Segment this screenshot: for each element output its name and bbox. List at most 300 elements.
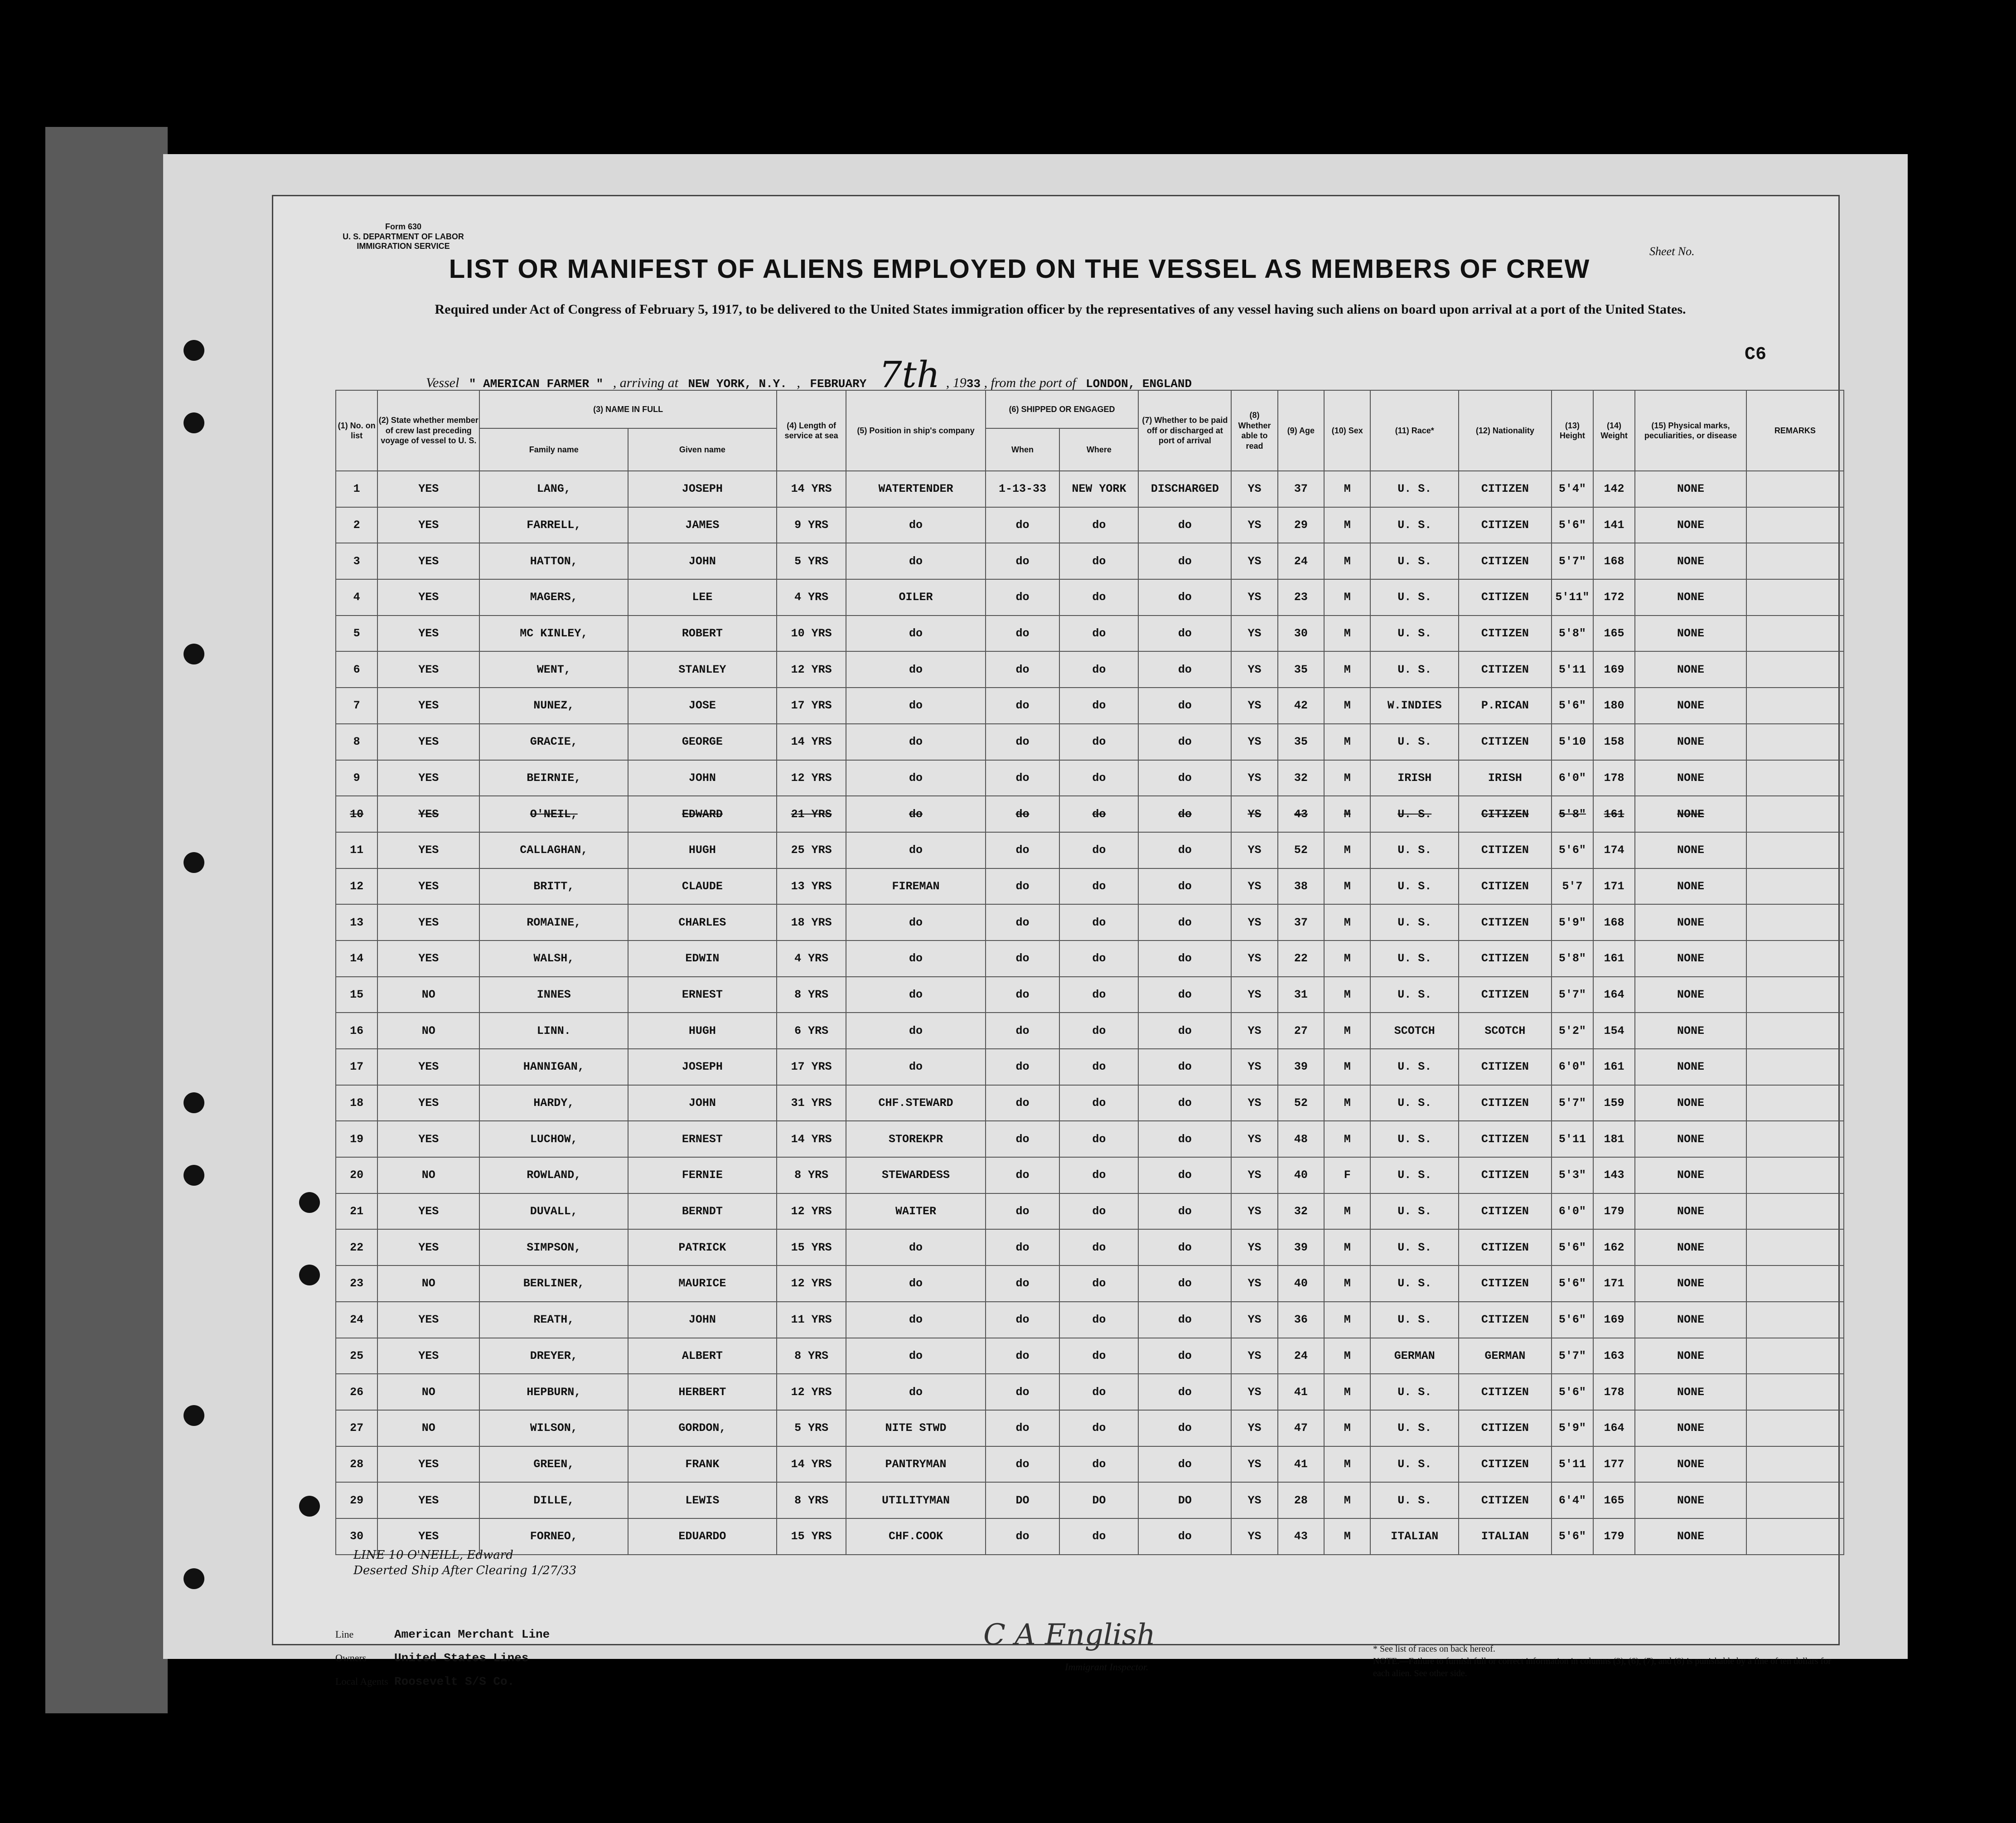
col-previous-voyage-header: (2) State whether member of crew last preceding voyage of vessel to U. S. (377, 390, 479, 471)
age-cell: 37 (1278, 471, 1324, 507)
nationality-cell: CITIZEN (1459, 1049, 1552, 1085)
document-subtitle: Required under Act of Congress of February 5, 1917, to be delivered to the United States immigration officer by the representatives of any vessel having such aliens on board upon arrival at a port of the United States. (435, 302, 1686, 317)
sex-cell: M (1324, 616, 1370, 652)
shipped-where-cell: do (1059, 796, 1138, 832)
sex-cell: M (1324, 1338, 1370, 1374)
service-length-cell: 4 YRS (777, 941, 846, 977)
age-cell: 35 (1278, 724, 1324, 760)
table-row (336, 1302, 1844, 1338)
service-length-cell: 12 YRS (777, 651, 846, 688)
shipped-when-cell: 1-13-33 (986, 471, 1060, 507)
physical-marks-cell: NONE (1635, 760, 1746, 796)
service-length-cell: 14 YRS (777, 471, 846, 507)
row-number-cell: 11 (336, 832, 377, 868)
row-number-cell: 19 (336, 1121, 377, 1157)
age-cell: 37 (1278, 904, 1324, 941)
nationality-cell: CITIZEN (1459, 507, 1552, 543)
sex-cell: M (1324, 507, 1370, 543)
sheet-code: C6 (1745, 344, 1767, 365)
service-length-cell: 21 YRS (777, 796, 846, 832)
family-name-cell: ROWLAND, (479, 1157, 628, 1193)
line-label: Line (335, 1629, 354, 1640)
physical-marks-cell: NONE (1635, 616, 1746, 652)
shipped-when-cell: do (986, 1085, 1060, 1121)
sex-cell: M (1324, 796, 1370, 832)
height-cell: 5'7" (1552, 977, 1593, 1013)
able-to-read-cell: YS (1231, 1157, 1277, 1193)
table-row (336, 1157, 1844, 1193)
age-cell: 48 (1278, 1121, 1324, 1157)
crew-manifest-table (335, 390, 1844, 1555)
able-to-read-cell: YS (1231, 507, 1277, 543)
shipped-where-cell: do (1059, 832, 1138, 868)
given-name-cell: ROBERT (628, 616, 777, 652)
race-cell: U. S. (1370, 507, 1459, 543)
service-length-cell: 15 YRS (777, 1229, 846, 1265)
family-name-cell: WENT, (479, 651, 628, 688)
agents-row (335, 1670, 550, 1693)
age-cell: 43 (1278, 1518, 1324, 1555)
age-cell: 52 (1278, 832, 1324, 868)
remarks-cell (1746, 1193, 1844, 1230)
arrival-day: 7th (879, 354, 940, 396)
nationality-cell: CITIZEN (1459, 651, 1552, 688)
able-to-read-cell: YS (1231, 1193, 1277, 1230)
nationality-cell: CITIZEN (1459, 904, 1552, 941)
physical-marks-cell: NONE (1635, 941, 1746, 977)
discharge-cell: do (1138, 1193, 1231, 1230)
shipped-where-cell: do (1059, 868, 1138, 905)
position-cell: do (846, 941, 985, 977)
previous-voyage-cell: YES (377, 1302, 479, 1338)
nationality-cell: CITIZEN (1459, 832, 1552, 868)
col-nationality-header: (12) Nationality (1459, 390, 1552, 471)
physical-marks-cell: NONE (1635, 1121, 1746, 1157)
weight-cell: 141 (1593, 507, 1635, 543)
sex-cell: M (1324, 651, 1370, 688)
given-name-cell: JOHN (628, 760, 777, 796)
discharge-cell: do (1138, 1302, 1231, 1338)
remarks-cell (1746, 543, 1844, 579)
height-cell: 5'6" (1552, 1229, 1593, 1265)
shipped-where-cell: do (1059, 1193, 1138, 1230)
family-name-cell: BERLINER, (479, 1265, 628, 1302)
position-cell: OILER (846, 579, 985, 616)
shipped-where-cell: do (1059, 1049, 1138, 1085)
physical-marks-cell: NONE (1635, 977, 1746, 1013)
col-name-header: (3) NAME IN FULL (479, 390, 776, 428)
service-length-cell: 8 YRS (777, 1338, 846, 1374)
position-cell: STEWARDESS (846, 1157, 985, 1193)
previous-voyage-cell: YES (377, 579, 479, 616)
previous-voyage-cell: YES (377, 1338, 479, 1374)
nationality-cell: CITIZEN (1459, 1446, 1552, 1483)
remarks-cell (1746, 579, 1844, 616)
shipped-where-cell: do (1059, 1121, 1138, 1157)
previous-voyage-cell: YES (377, 1121, 479, 1157)
family-name-cell: NUNEZ, (479, 688, 628, 724)
physical-marks-cell: NONE (1635, 1482, 1746, 1518)
able-to-read-cell: YS (1231, 471, 1277, 507)
shipped-when-cell: do (986, 688, 1060, 724)
position-cell: UTILITYMAN (846, 1482, 985, 1518)
note-line-2: Deserted Ship After Clearing 1/27/33 (353, 1563, 577, 1577)
previous-voyage-cell: YES (377, 507, 479, 543)
inspector-label: Immigrant Inspector. (1065, 1661, 1149, 1673)
col-discharge-header: (7) Whether to be paid off or discharged at port of arrival (1138, 390, 1231, 471)
physical-marks-cell: NONE (1635, 579, 1746, 616)
physical-marks-cell: NONE (1635, 1518, 1746, 1555)
shipped-where-cell: do (1059, 1265, 1138, 1302)
physical-marks-cell: NONE (1635, 688, 1746, 724)
race-cell: U. S. (1370, 543, 1459, 579)
race-cell: U. S. (1370, 977, 1459, 1013)
position-cell: do (846, 1013, 985, 1049)
previous-voyage-cell: YES (377, 796, 479, 832)
punch-hole (184, 412, 204, 433)
discharge-cell: do (1138, 543, 1231, 579)
weight-cell: 161 (1593, 941, 1635, 977)
service-length-cell: 5 YRS (777, 543, 846, 579)
row-number-cell: 28 (336, 1446, 377, 1483)
previous-voyage-cell: YES (377, 724, 479, 760)
row-number-cell: 27 (336, 1410, 377, 1446)
row-number-cell: 9 (336, 760, 377, 796)
nationality-cell: CITIZEN (1459, 796, 1552, 832)
age-cell: 52 (1278, 1085, 1324, 1121)
height-cell: 5'6" (1552, 688, 1593, 724)
table-row (336, 579, 1844, 616)
position-cell: do (846, 724, 985, 760)
shipped-when-cell: do (986, 760, 1060, 796)
discharge-cell: do (1138, 1085, 1231, 1121)
race-cell: U. S. (1370, 1374, 1459, 1410)
family-name-cell: CALLAGHAN, (479, 832, 628, 868)
age-cell: 41 (1278, 1374, 1324, 1410)
given-name-cell: EDUARDO (628, 1518, 777, 1555)
position-cell: do (846, 904, 985, 941)
position-cell: WATERTENDER (846, 471, 985, 507)
shipped-when-cell: do (986, 977, 1060, 1013)
row-number-cell: 15 (336, 977, 377, 1013)
shipped-when-cell: do (986, 1338, 1060, 1374)
shipped-when-cell: do (986, 1446, 1060, 1483)
remarks-cell (1746, 1049, 1844, 1085)
table-row (336, 543, 1844, 579)
nationality-cell: CITIZEN (1459, 1482, 1552, 1518)
shipped-where-cell: do (1059, 904, 1138, 941)
discharge-cell: do (1138, 832, 1231, 868)
service-length-cell: 11 YRS (777, 1302, 846, 1338)
physical-marks-cell: NONE (1635, 507, 1746, 543)
able-to-read-cell: YS (1231, 579, 1277, 616)
service-length-cell: 14 YRS (777, 1121, 846, 1157)
shipped-where-cell: do (1059, 1446, 1138, 1483)
shipped-where-cell: do (1059, 1085, 1138, 1121)
service-length-cell: 17 YRS (777, 1049, 846, 1085)
previous-voyage-cell: YES (377, 868, 479, 905)
age-cell: 43 (1278, 796, 1324, 832)
height-cell: 5'3" (1552, 1157, 1593, 1193)
position-cell: CHF.STEWARD (846, 1085, 985, 1121)
shipped-where-cell: DO (1059, 1482, 1138, 1518)
col-family-name-header: Family name (479, 428, 628, 471)
service-length-cell: 15 YRS (777, 1518, 846, 1555)
service-length-cell: 8 YRS (777, 1157, 846, 1193)
weight-cell: 181 (1593, 1121, 1635, 1157)
service-length-cell: 12 YRS (777, 1193, 846, 1230)
row-number-cell: 29 (336, 1482, 377, 1518)
weight-cell: 143 (1593, 1157, 1635, 1193)
weight-cell: 164 (1593, 1410, 1635, 1446)
col-given-name-header: Given name (628, 428, 777, 471)
row-number-cell: 20 (336, 1157, 377, 1193)
discharge-cell: do (1138, 796, 1231, 832)
vessel-label: Vessel (426, 375, 459, 390)
shipped-when-cell: do (986, 1374, 1060, 1410)
height-cell: 5'8" (1552, 616, 1593, 652)
col-age-header: (9) Age (1278, 390, 1324, 471)
table-row (336, 941, 1844, 977)
row-number-cell: 8 (336, 724, 377, 760)
shipped-when-cell: do (986, 832, 1060, 868)
height-cell: 5'9" (1552, 904, 1593, 941)
able-to-read-cell: YS (1231, 1446, 1277, 1483)
height-cell: 5'7" (1552, 543, 1593, 579)
service-length-cell: 14 YRS (777, 724, 846, 760)
age-cell: 32 (1278, 760, 1324, 796)
shipped-when-cell: DO (986, 1482, 1060, 1518)
row-number-cell: 26 (336, 1374, 377, 1410)
age-cell: 31 (1278, 977, 1324, 1013)
weight-cell: 172 (1593, 579, 1635, 616)
given-name-cell: JOHN (628, 1085, 777, 1121)
previous-voyage-cell: NO (377, 977, 479, 1013)
previous-voyage-cell: YES (377, 471, 479, 507)
previous-voyage-cell: YES (377, 616, 479, 652)
shipped-where-cell: do (1059, 1338, 1138, 1374)
age-cell: 36 (1278, 1302, 1324, 1338)
previous-voyage-cell: YES (377, 1193, 479, 1230)
row-number-cell: 13 (336, 904, 377, 941)
table-row (336, 651, 1844, 688)
physical-marks-cell: NONE (1635, 832, 1746, 868)
weight-cell: 174 (1593, 832, 1635, 868)
nationality-cell: CITIZEN (1459, 941, 1552, 977)
previous-voyage-cell: YES (377, 1482, 479, 1518)
previous-voyage-cell: YES (377, 832, 479, 868)
able-to-read-cell: YS (1231, 760, 1277, 796)
shipped-where-cell: do (1059, 941, 1138, 977)
weight-cell: 178 (1593, 760, 1635, 796)
position-cell: do (846, 832, 985, 868)
family-name-cell: HATTON, (479, 543, 628, 579)
row-number-cell: 4 (336, 579, 377, 616)
shipped-when-cell: do (986, 651, 1060, 688)
shipped-when-cell: do (986, 724, 1060, 760)
physical-marks-cell: NONE (1635, 1229, 1746, 1265)
family-name-cell: SIMPSON, (479, 1229, 628, 1265)
race-cell: U. S. (1370, 724, 1459, 760)
height-cell: 5'7" (1552, 1085, 1593, 1121)
age-cell: 42 (1278, 688, 1324, 724)
family-name-cell: REATH, (479, 1302, 628, 1338)
nationality-cell: CITIZEN (1459, 1157, 1552, 1193)
service-length-cell: 4 YRS (777, 579, 846, 616)
given-name-cell: JOSEPH (628, 1049, 777, 1085)
table-row (336, 1085, 1844, 1121)
agents-label: Local Agents (335, 1676, 388, 1687)
able-to-read-cell: YS (1231, 724, 1277, 760)
weight-cell: 180 (1593, 688, 1635, 724)
race-cell: ITALIAN (1370, 1518, 1459, 1555)
race-cell: U. S. (1370, 832, 1459, 868)
remarks-cell (1746, 1482, 1844, 1518)
row-number-cell: 21 (336, 1193, 377, 1230)
position-cell: do (846, 1338, 985, 1374)
given-name-cell: HUGH (628, 832, 777, 868)
discharge-cell: do (1138, 1410, 1231, 1446)
family-name-cell: LANG, (479, 471, 628, 507)
nationality-cell: CITIZEN (1459, 1229, 1552, 1265)
line-value: American Merchant Line (394, 1628, 550, 1641)
service-length-cell: 12 YRS (777, 1265, 846, 1302)
shipped-when-cell: do (986, 579, 1060, 616)
family-name-cell: HEPBURN, (479, 1374, 628, 1410)
table-row (336, 1229, 1844, 1265)
position-cell: WAITER (846, 1193, 985, 1230)
weight-cell: 164 (1593, 977, 1635, 1013)
col-position-header: (5) Position in ship's company (846, 390, 985, 471)
sex-cell: M (1324, 1410, 1370, 1446)
family-name-cell: LUCHOW, (479, 1121, 628, 1157)
sex-cell: M (1324, 1193, 1370, 1230)
table-header-row (336, 390, 1844, 428)
table-row (336, 507, 1844, 543)
given-name-cell: FRANK (628, 1446, 777, 1483)
race-cell: U. S. (1370, 1446, 1459, 1483)
nationality-cell: CITIZEN (1459, 977, 1552, 1013)
previous-voyage-cell: YES (377, 651, 479, 688)
remarks-cell (1746, 796, 1844, 832)
service-length-cell: 17 YRS (777, 688, 846, 724)
previous-voyage-cell: YES (377, 688, 479, 724)
given-name-cell: LEE (628, 579, 777, 616)
family-name-cell: O'NEIL, (479, 796, 628, 832)
table-row (336, 1121, 1844, 1157)
discharge-cell: do (1138, 1121, 1231, 1157)
nationality-cell: P.RICAN (1459, 688, 1552, 724)
remarks-cell (1746, 1410, 1844, 1446)
age-cell: 28 (1278, 1482, 1324, 1518)
given-name-cell: JOHN (628, 1302, 777, 1338)
remarks-cell (1746, 1085, 1844, 1121)
weight-cell: 142 (1593, 471, 1635, 507)
shipped-where-cell: do (1059, 1302, 1138, 1338)
table-row (336, 760, 1844, 796)
able-to-read-cell: YS (1231, 651, 1277, 688)
nationality-cell: GERMAN (1459, 1338, 1552, 1374)
nationality-cell: CITIZEN (1459, 616, 1552, 652)
remarks-cell (1746, 724, 1844, 760)
remarks-cell (1746, 1302, 1844, 1338)
discharge-cell: DISCHARGED (1138, 471, 1231, 507)
service-length-cell: 25 YRS (777, 832, 846, 868)
physical-marks-cell: NONE (1635, 796, 1746, 832)
shipped-where-cell: NEW YORK (1059, 471, 1138, 507)
position-cell: do (846, 651, 985, 688)
sheet-number-label: Sheet No. (1649, 245, 1695, 258)
remarks-cell (1746, 868, 1844, 905)
sex-cell: M (1324, 688, 1370, 724)
discharge-cell: do (1138, 760, 1231, 796)
height-cell: 5'11" (1552, 579, 1593, 616)
able-to-read-cell: YS (1231, 1338, 1277, 1374)
race-cell: U. S. (1370, 651, 1459, 688)
arrival-port: NEW YORK, N.Y. (688, 377, 787, 391)
physical-marks-cell: NONE (1635, 651, 1746, 688)
sex-cell: M (1324, 1229, 1370, 1265)
punch-hole (184, 852, 204, 873)
col-shipped-header: (6) SHIPPED OR ENGAGED (986, 390, 1139, 428)
shipped-where-cell: do (1059, 1410, 1138, 1446)
discharge-cell: do (1138, 616, 1231, 652)
remarks-cell (1746, 1338, 1844, 1374)
discharge-cell: do (1138, 1338, 1231, 1374)
race-cell: GERMAN (1370, 1338, 1459, 1374)
service-length-cell: 12 YRS (777, 760, 846, 796)
sex-cell: M (1324, 760, 1370, 796)
remarks-cell (1746, 941, 1844, 977)
age-cell: 38 (1278, 868, 1324, 905)
race-cell: U. S. (1370, 1157, 1459, 1193)
given-name-cell: FERNIE (628, 1157, 777, 1193)
row-number-cell: 2 (336, 507, 377, 543)
family-name-cell: MC KINLEY, (479, 616, 628, 652)
family-name-cell: DILLE, (479, 1482, 628, 1518)
position-cell: do (846, 1049, 985, 1085)
shipped-when-cell: do (986, 796, 1060, 832)
service-length-cell: 10 YRS (777, 616, 846, 652)
table-row (336, 688, 1844, 724)
shipped-when-cell: do (986, 868, 1060, 905)
family-name-cell: LINN. (479, 1013, 628, 1049)
age-cell: 22 (1278, 941, 1324, 977)
nationality-cell: CITIZEN (1459, 868, 1552, 905)
remarks-cell (1746, 1446, 1844, 1483)
able-to-read-cell: YS (1231, 616, 1277, 652)
family-name-cell: DUVALL, (479, 1193, 628, 1230)
nationality-cell: IRISH (1459, 760, 1552, 796)
sex-cell: M (1324, 1121, 1370, 1157)
shipped-where-cell: do (1059, 724, 1138, 760)
shipped-where-cell: do (1059, 1518, 1138, 1555)
remarks-cell (1746, 651, 1844, 688)
remarks-cell (1746, 616, 1844, 652)
age-cell: 39 (1278, 1049, 1324, 1085)
able-to-read-cell: YS (1231, 688, 1277, 724)
physical-marks-cell: NONE (1635, 1049, 1746, 1085)
nationality-cell: ITALIAN (1459, 1518, 1552, 1555)
discharge-cell: do (1138, 651, 1231, 688)
arriving-label: , arriving at (613, 375, 678, 390)
height-cell: 5'6" (1552, 1518, 1593, 1555)
physical-marks-cell: NONE (1635, 1410, 1746, 1446)
service-length-cell: 12 YRS (777, 1374, 846, 1410)
weight-cell: 171 (1593, 1265, 1635, 1302)
col-sex-header: (10) Sex (1324, 390, 1370, 471)
sex-cell: M (1324, 904, 1370, 941)
